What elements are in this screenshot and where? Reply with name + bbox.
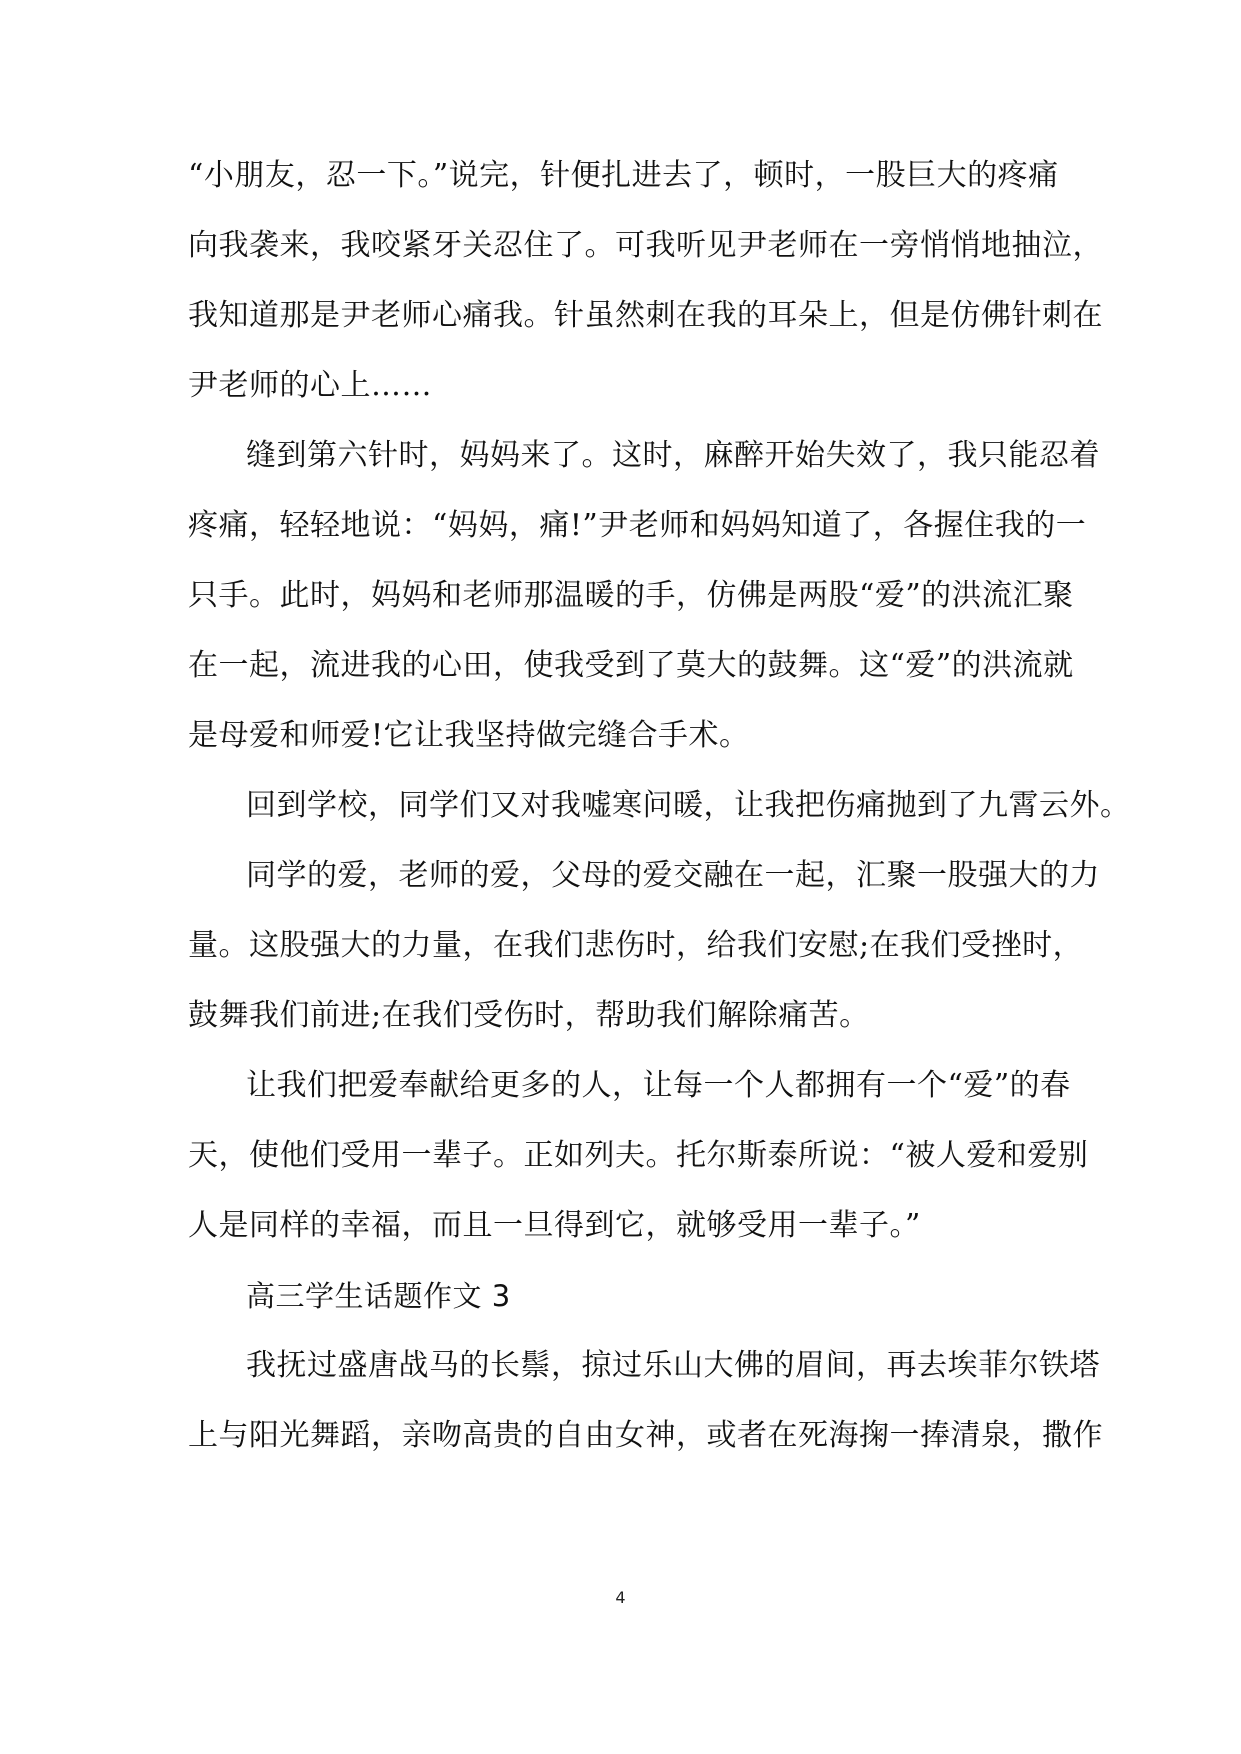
- text-line: 在一起，流进我的心田，使我受到了莫大的鼓舞。这“爱”的洪流就: [188, 648, 1074, 683]
- text-line: 尹老师的心上……: [188, 368, 432, 403]
- text-line: 天，使他们受用一辈子。正如列夫。托尔斯泰所说：“被人爱和爱别: [188, 1138, 1089, 1173]
- section-heading: 高三学生话题作文 3: [246, 1279, 511, 1313]
- paragraph-start-line: 缝到第六针时，妈妈来了。这时，麻醉开始失效了，我只能忍着: [246, 438, 1100, 473]
- text-line: 向我袭来，我咬紧牙关忍住了。可我听见尹老师在一旁悄悄地抽泣，: [188, 228, 1103, 263]
- text-line: 人是同样的幸福，而且一旦得到它，就够受用一辈子。”: [188, 1208, 921, 1243]
- paragraph-start-line: 我抚过盛唐战马的长鬃，掠过乐山大佛的眉间，再去埃菲尔铁塔: [246, 1348, 1100, 1383]
- text-line: 量。这股强大的力量，在我们悲伤时，给我们安慰;在我们受挫时，: [188, 928, 1084, 963]
- paragraph-start-line: 同学的爱，老师的爱，父母的爱交融在一起，汇聚一股强大的力: [246, 858, 1100, 893]
- text-line: 鼓舞我们前进;在我们受伤时，帮助我们解除痛苦。: [188, 998, 870, 1033]
- text-line: 我知道那是尹老师心痛我。针虽然刺在我的耳朵上，但是仿佛针刺在: [188, 298, 1103, 333]
- text-line: 只手。此时，妈妈和老师那温暖的手，仿佛是两股“爱”的洪流汇聚: [188, 578, 1074, 613]
- paragraph-start-line: 回到学校，同学们又对我嘘寒问暖，让我把伤痛抛到了九霄云外。: [246, 788, 1131, 823]
- paragraph-start-line: 让我们把爱奉献给更多的人，让每一个人都拥有一个“爱”的春: [246, 1068, 1071, 1103]
- text-line: 是母爱和师爱!它让我坚持做完缝合手术。: [188, 718, 750, 753]
- text-line: 疼痛，轻轻地说：“妈妈，痛!”尹老师和妈妈知道了，各握住我的一: [188, 508, 1087, 543]
- text-line: 上与阳光舞蹈，亲吻高贵的自由女神，或者在死海掬一捧清泉，撒作: [188, 1418, 1103, 1453]
- page-number: 4: [615, 1588, 626, 1607]
- document-body: [188, 141, 1131, 1471]
- text-line: “小朋友，忍一下。”说完，针便扎进去了，顿时，一股巨大的疼痛: [188, 158, 1059, 193]
